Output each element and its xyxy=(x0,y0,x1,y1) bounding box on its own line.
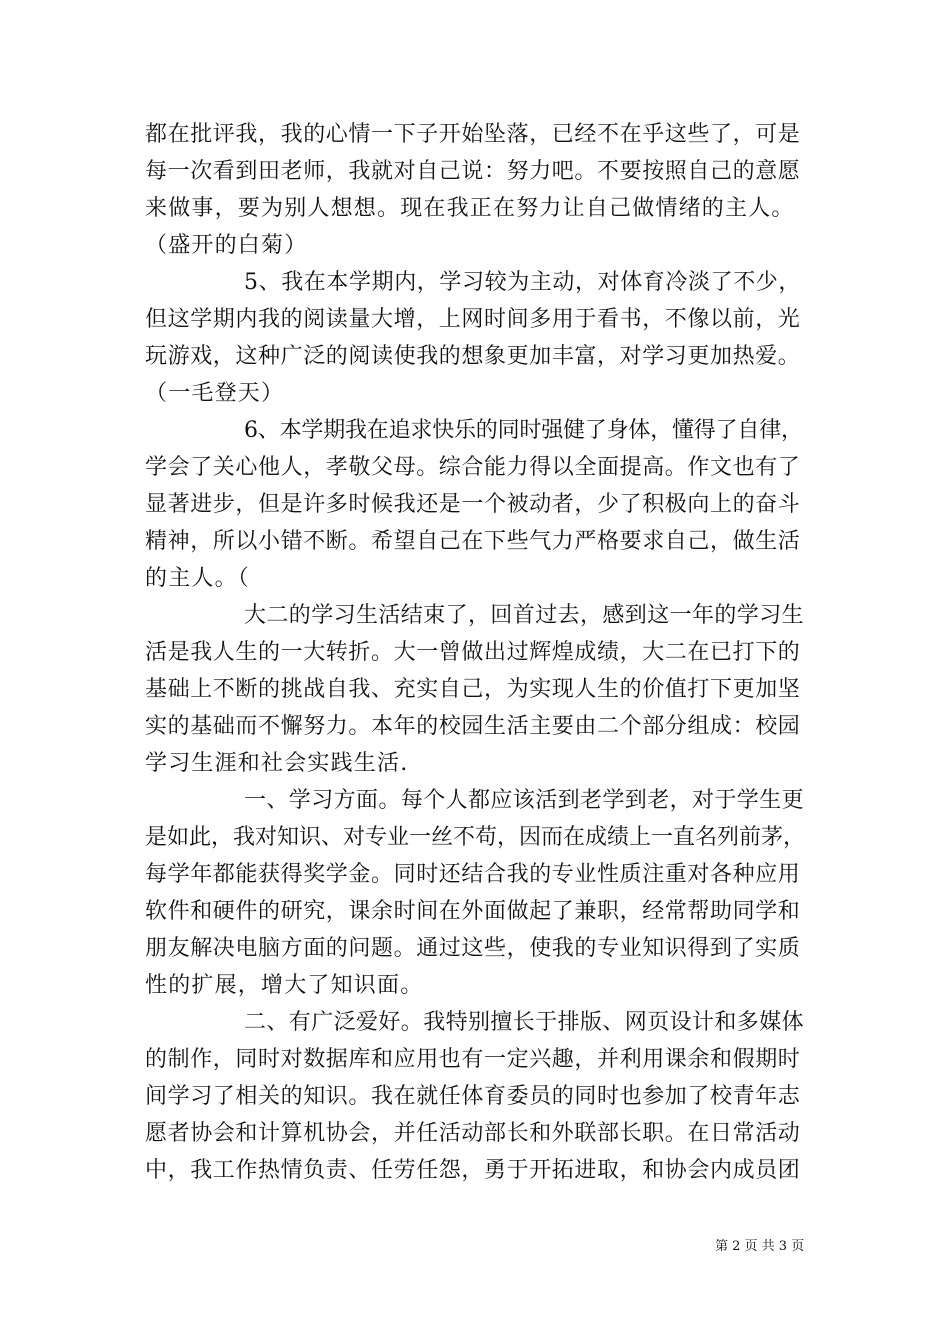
text-line: 软件和硬件的研究，课余时间在外面做起了兼职，经常帮助同学和 xyxy=(145,899,801,924)
text-line: （盛开的白菊） xyxy=(145,233,308,258)
text-line: 5、我在本学期内，学习较为主动，对体育冷淡了不少， xyxy=(244,270,801,295)
text-line: 来做事，要为别人想想。现在我正在努力让自己做情绪的主人。 xyxy=(145,196,795,221)
text-line: 是如此，我对知识、对专业一丝不苟，因而在成绩上一直名列前茅， xyxy=(145,825,806,850)
text-line: 每学年都能获得奖学金。同时还结合我的专业性质注重对各种应用 xyxy=(145,862,801,887)
text-line: 每一次看到田老师，我就对自己说：努力吧。不要按照自己的意愿 xyxy=(145,159,801,184)
text-line: 学习生涯和社会实践生活. xyxy=(145,751,409,776)
text-line: 的主人。（ xyxy=(145,566,251,591)
text-line: 朋友解决电脑方面的问题。通过这些，使我的专业知识得到了实质 xyxy=(145,936,801,961)
text-line: 6、本学期我在追求快乐的同时强健了身体，懂得了自律， xyxy=(244,418,803,443)
text-line: （一毛登天） xyxy=(145,381,285,406)
text-line: 都在批评我，我的心情一下子开始坠落，已经不在乎这些了，可是 xyxy=(145,122,801,147)
text-line: 大二的学习生活结束了，回首过去，感到这一年的学习生 xyxy=(244,603,805,628)
text-line: 但这学期内我的阅读量大增，上网时间多用于看书，不像以前，光 xyxy=(145,307,801,332)
text-line: 二、有广泛爱好。我特别擅长于排版、网页设计和多媒体 xyxy=(244,1010,805,1035)
text-line: 显著进步，但是许多时候我还是一个被动者，少了积极向上的奋斗 xyxy=(145,492,801,517)
text-line: 一、学习方面。每个人都应该活到老学到老，对于学生更 xyxy=(244,788,805,813)
text-line: 的制作，同时对数据库和应用也有一定兴趣，并利用课余和假期时 xyxy=(145,1047,801,1072)
text-line: 精神，所以小错不断。希望自己在下些气力严格要求自己，做生活 xyxy=(145,529,801,554)
text-line: 基础上不断的挑战自我、充实自己，为实现人生的价值打下更加坚 xyxy=(145,677,801,702)
body-text xyxy=(145,116,805,1189)
text-line: 性的扩展，增大了知识面。 xyxy=(145,973,424,998)
text-line: 活是我人生的一大转折。大一曾做出过辉煌成绩，大二在已打下的 xyxy=(145,640,801,665)
text-line: 间学习了相关的知识。我在就任体育委员的同时也参加了校青年志 xyxy=(145,1084,801,1109)
text-line: 实的基础而不懈努力。本年的校园生活主要由二个部分组成：校园 xyxy=(145,714,801,739)
text-line: 学会了关心他人，孝敬父母。综合能力得以全面提高。作文也有了 xyxy=(145,455,801,480)
page-number: 第 2 页 共 3 页 xyxy=(715,1239,805,1254)
text-line: 玩游戏，这种广泛的阅读使我的想象更加丰富，对学习更加热爱。 xyxy=(145,344,801,369)
text-line: 愿者协会和计算机协会，并任活动部长和外联部长职。在日常活动 xyxy=(145,1121,801,1146)
text-line: 中，我工作热情负责、任劳任怨，勇于开拓进取，和协会内成员团 xyxy=(145,1158,801,1183)
